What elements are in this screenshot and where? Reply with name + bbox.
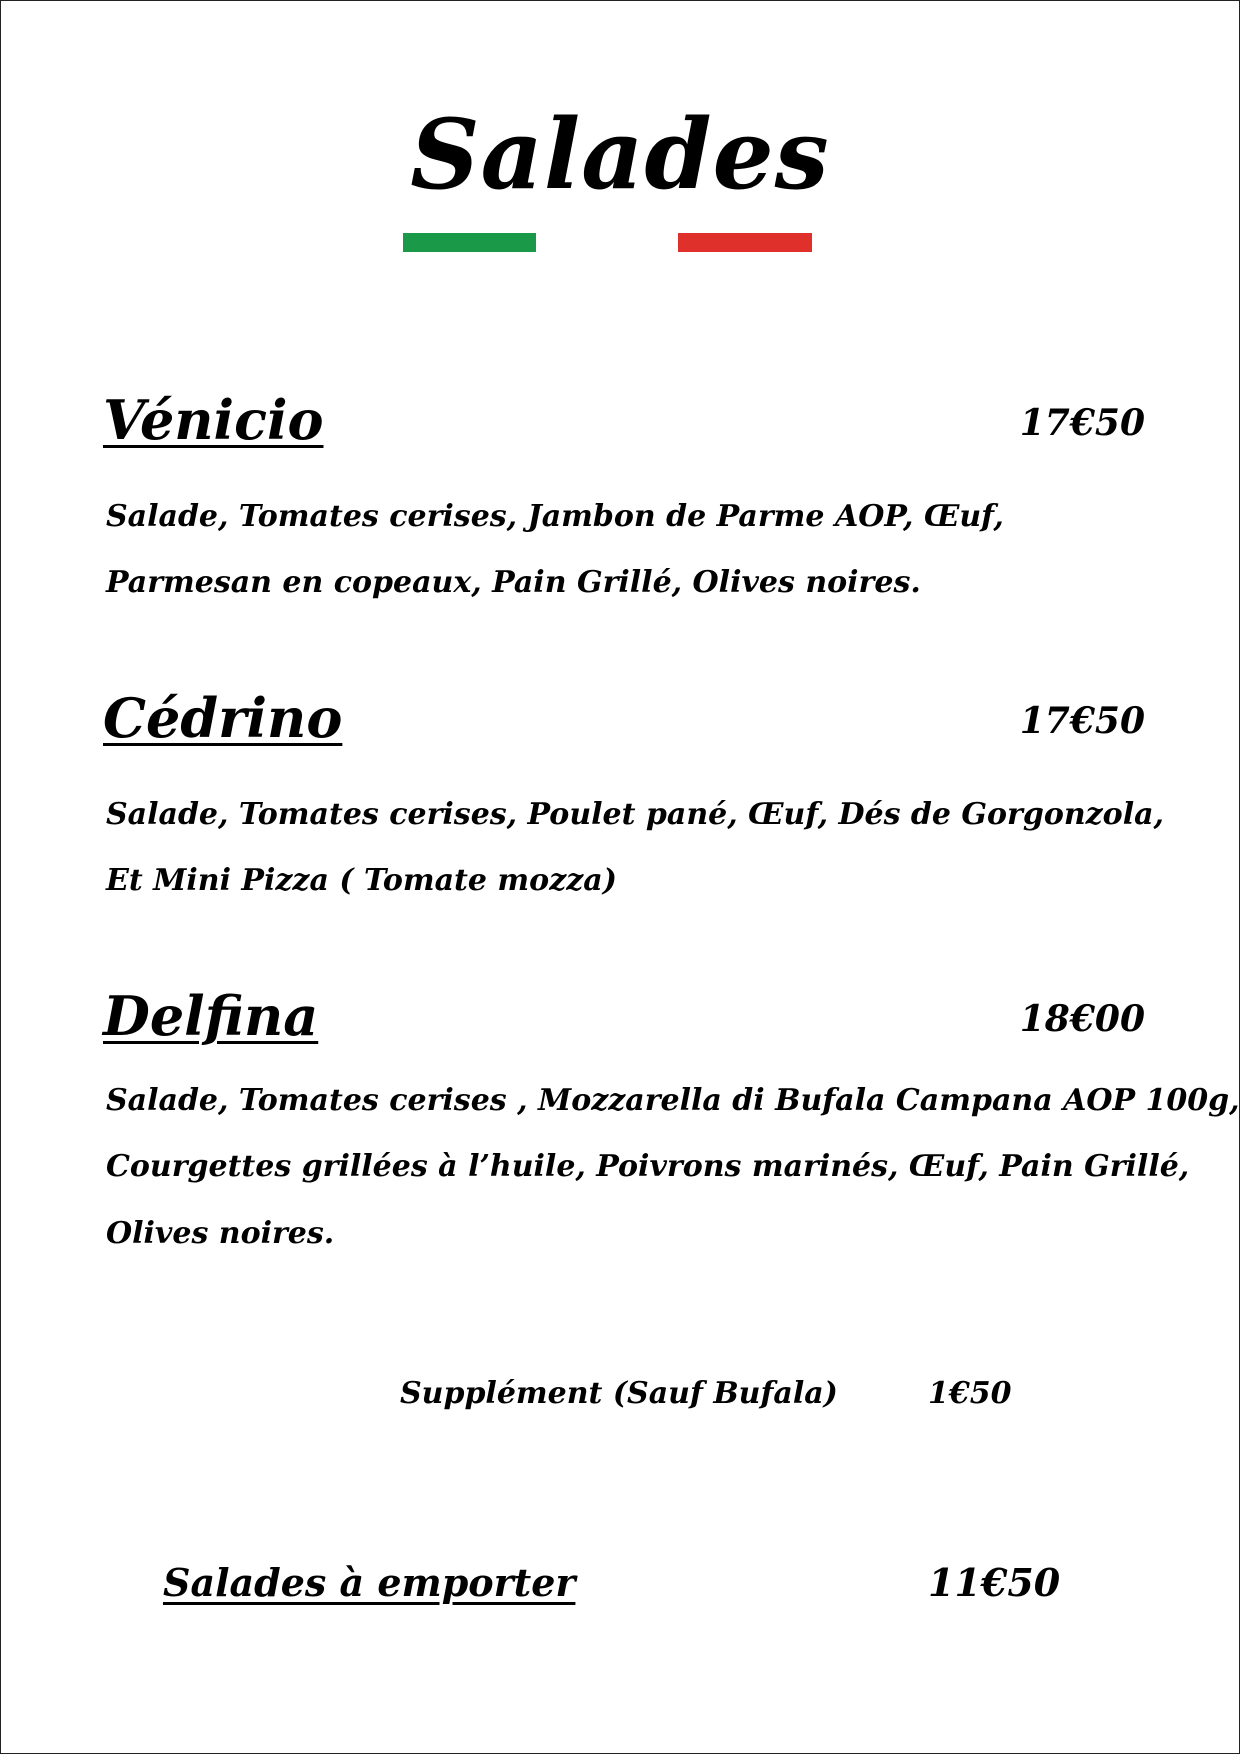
item-description-line: Salade, Tomates cerises, Poulet pané, Œuf, Dés de Gorgonzola, bbox=[106, 797, 1164, 832]
item-name-venicio: Vénicio bbox=[103, 388, 324, 452]
item-description-line: Parmesan en copeaux, Pain Grillé, Olives noires. bbox=[106, 565, 921, 600]
item-description-line: Salade, Tomates cerises , Mozzarella di Bufala Campana AOP 100g, bbox=[106, 1083, 1240, 1118]
item-description-line: Salade, Tomates cerises, Jambon de Parme AOP, Œuf, bbox=[106, 499, 1004, 534]
item-price-venicio: 17€50 bbox=[1019, 402, 1145, 444]
takeaway-price: 11€50 bbox=[928, 1560, 1061, 1605]
flag-stripe-green bbox=[403, 233, 536, 252]
item-name-delfina: Delfina bbox=[103, 984, 319, 1048]
flag-stripe-white bbox=[536, 233, 678, 252]
item-price-cedrino: 17€50 bbox=[1019, 700, 1145, 742]
takeaway-label: Salades à emporter bbox=[163, 1560, 576, 1605]
item-description-line: Courgettes grillées à l’huile, Poivrons marinés, Œuf, Pain Grillé, bbox=[106, 1149, 1190, 1184]
item-description-line: Olives noires. bbox=[106, 1216, 335, 1251]
item-price-delfina: 18€00 bbox=[1019, 998, 1145, 1040]
flag-stripe-red bbox=[678, 233, 812, 252]
item-name-cedrino: Cédrino bbox=[103, 686, 343, 750]
supplement-label: Supplément (Sauf Bufala) bbox=[400, 1376, 838, 1411]
item-description-line: Et Mini Pizza ( Tomate mozza) bbox=[106, 863, 617, 898]
supplement-price: 1€50 bbox=[928, 1376, 1012, 1411]
page-title: Salades bbox=[410, 98, 830, 211]
